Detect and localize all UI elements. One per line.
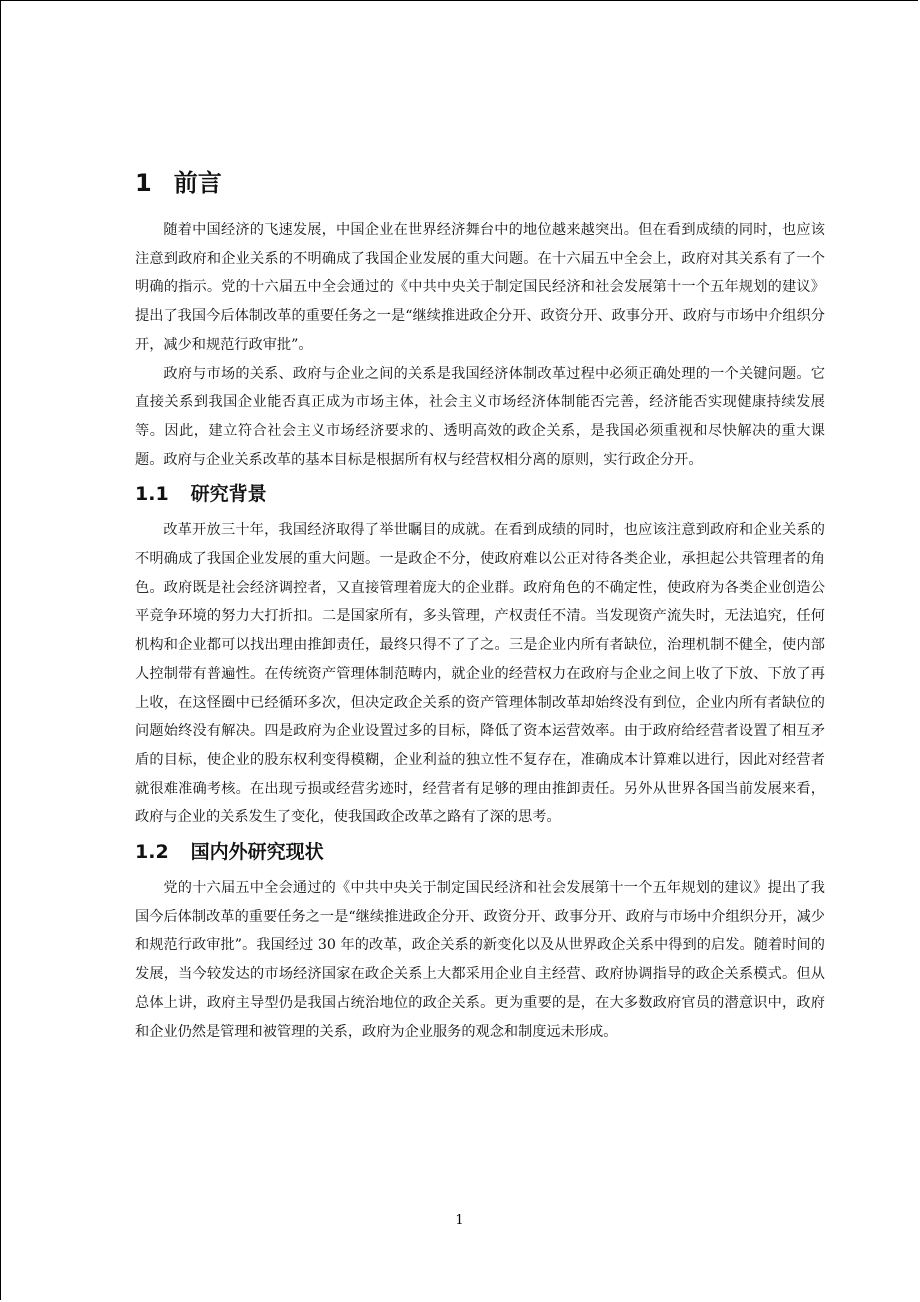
paragraph: 政府与市场的关系、政府与企业之间的关系是我国经济体制改革过程中必须正确处理的一个关键问题。它直接关系到我国企业能否真正成为市场主体，社会主义市场经济体制能否完善，经济能否实现健康持续发展等。因此，建立符合社会主义市场经济要求的、透明高效的政企关系，是我国必须重视和尽快解决的重大课题。政府与企业关系改革的基本目标是根据所有权与经营权相分离的原则，实行政企分开。 <box>135 365 825 468</box>
paragraph: 随着中国经济的飞速发展，中国企业在世界经济舞台中的地位越来越突出。但在看到成绩的同时，也应该注意到政府和企业关系的不明确成了我国企业发展的重大问题。在十六届五中全会上，政府对其关系有了一个明确的指示。党的十六届五中全会通过的《中共中央关于制定国民经济和社会发展第十一个五年规划的建议》提出了我国今后体制改革的重要任务之一是“继续推进政企分开、政资分开、政事分开、政府与市场中介组织分开，减少和规范行政审批”。 <box>135 222 825 353</box>
section-number: 1.1 <box>135 483 169 506</box>
section-title: 国内外研究现状 <box>190 841 324 864</box>
section-heading-intro <box>135 166 825 200</box>
section-heading-status <box>135 836 825 868</box>
page-number: 1 <box>455 1213 464 1228</box>
section-heading-background <box>135 478 825 510</box>
page-content <box>135 166 825 1046</box>
paragraph: 改革开放三十年，我国经济取得了举世瞩目的成就。在看到成绩的同时，也应该注意到政府和企业关系的不明确成了我国企业发展的重大问题。一是政企不分，使政府难以公正对待各类企业，承担起公共管理者的角色。政府既是社会经济调控者，又直接管理着庞大的企业群。政府角色的不确定性，使政府为各类企业创造公平竞争环境的努力大打折扣。二是国家所有，多头管理，产权责任不清。当发现资产流失时，无法追究，任何机构和企业都可以找出理由推卸责任，最终只得不了了之。三是企业内所有者缺位，治理机制不健全，使内部人控制带有普遍性。在传统资产管理体制范畴内，就企业的经营权力在政府与企业之间上收了下放、下放了再上收，在这怪圈中已经循环多次，但决定政企关系的资产管理体制改革却始终没有到位，企业内所有者缺位的问题始终没有解决。四是政府为企业设置过多的目标，降低了资本运营效率。由于政府给经营者设置了相互矛盾的目标，使企业的股东权利变得模糊，企业利益的独立性不复存在，准确成本计算难以进行，因此对经营者就很难准确考核。在出现亏损或经营劣迹时，经营者有足够的理由推卸责任。另外从世界各国当前发展来看，政府与企业的关系发生了变化，使我国政企改革之路有了深的思考。 <box>135 522 825 826</box>
paragraph: 党的十六届五中全会通过的《中共中央关于制定国民经济和社会发展第十一个五年规划的建议》提出了我国今后体制改革的重要任务之一是“继续推进政企分开、政资分开、政事分开、政府与市场中介组织分开，减少和规范行政审批”。我国经过 30 年的改革，政企关系的新变化以及从世界政企关系中得到的启发。随着时间的发展，当今较发达的市场经济国家在政企关系上大都采用企业自主经营、政府协调指导的政企关系模式。但从总体上讲，政府主导型仍是我国占统治地位的政企关系。更为重要的是，在大多数政府官员的潜意识中，政府和企业仍然是管理和被管理的关系，政府为企业服务的观念和制度远未形成。 <box>135 880 825 1040</box>
section-number: 1.2 <box>135 841 169 864</box>
section-number: 1 <box>135 169 152 197</box>
section-title: 前言 <box>173 169 222 197</box>
section-title: 研究背景 <box>190 483 267 506</box>
